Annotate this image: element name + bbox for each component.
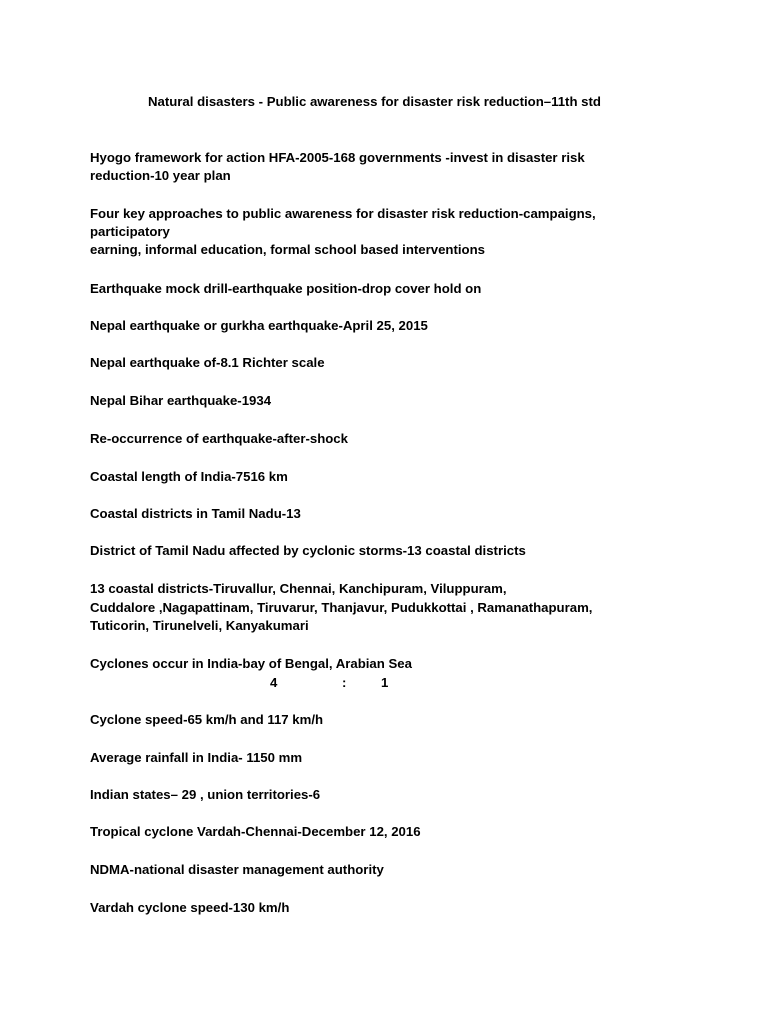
four-key-line-3: earning, informal education, formal school based interventions	[90, 242, 485, 257]
hyogo-line-1: Hyogo framework for action HFA-2005-168 governments -invest in disaster risk	[90, 150, 585, 165]
nepal-richter-line: Nepal earthquake of-8.1 Richter scale	[90, 355, 325, 370]
vardah-line: Tropical cyclone Vardah-Chennai-December 12, 2016	[90, 824, 421, 839]
cyclone-speed-line: Cyclone speed-65 km/h and 117 km/h	[90, 712, 324, 727]
coastal-list-line-3: Tuticorin, Tirunelveli, Kanyakumari	[90, 618, 309, 633]
hyogo-line-2: reduction-10 year plan	[90, 168, 231, 183]
coastal-list-line-2: Cuddalore ,Nagapattinam, Tiruvarur, Thanjavur, Pudukkottai , Ramanathapuram,	[90, 600, 593, 615]
mock-drill-line: Earthquake mock drill-earthquake position-drop cover hold on	[90, 281, 482, 296]
cyclone-affected-line: District of Tamil Nadu affected by cyclonic storms-13 coastal districts	[90, 543, 526, 558]
avg-rainfall-line: Average rainfall in India- 1150 mm	[90, 750, 303, 765]
coastal-length-line: Coastal length of India-7516 km	[90, 469, 288, 484]
document-title: Natural disasters - Public awareness for disaster risk reduction–11th std	[148, 94, 601, 109]
ndma-line: NDMA-national disaster management authority	[90, 862, 384, 877]
ratio-left-value: 4	[270, 675, 278, 690]
cyclones-occur-line: Cyclones occur in India-bay of Bengal, Arabian Sea	[90, 656, 412, 671]
vardah-speed-line: Vardah cyclone speed-130 km/h	[90, 900, 290, 915]
nepal-gurkha-line: Nepal earthquake or gurkha earthquake-April 25, 2015	[90, 318, 428, 333]
coastal-list-line-1: 13 coastal districts-Tiruvallur, Chennai, Kanchipuram, Viluppuram,	[90, 581, 507, 596]
nepal-bihar-line: Nepal Bihar earthquake-1934	[90, 393, 272, 408]
ratio-right-value: 1	[381, 675, 389, 690]
ratio-colon: :	[342, 675, 347, 690]
states-line: Indian states– 29 , union territories-6	[90, 787, 321, 802]
coastal-districts-line: Coastal districts in Tamil Nadu-13	[90, 506, 301, 521]
four-key-line-2: participatory	[90, 224, 170, 239]
four-key-line-1: Four key approaches to public awareness for disaster risk reduction-campaigns,	[90, 206, 596, 221]
reoccurrence-line: Re-occurrence of earthquake-after-shock	[90, 431, 348, 446]
